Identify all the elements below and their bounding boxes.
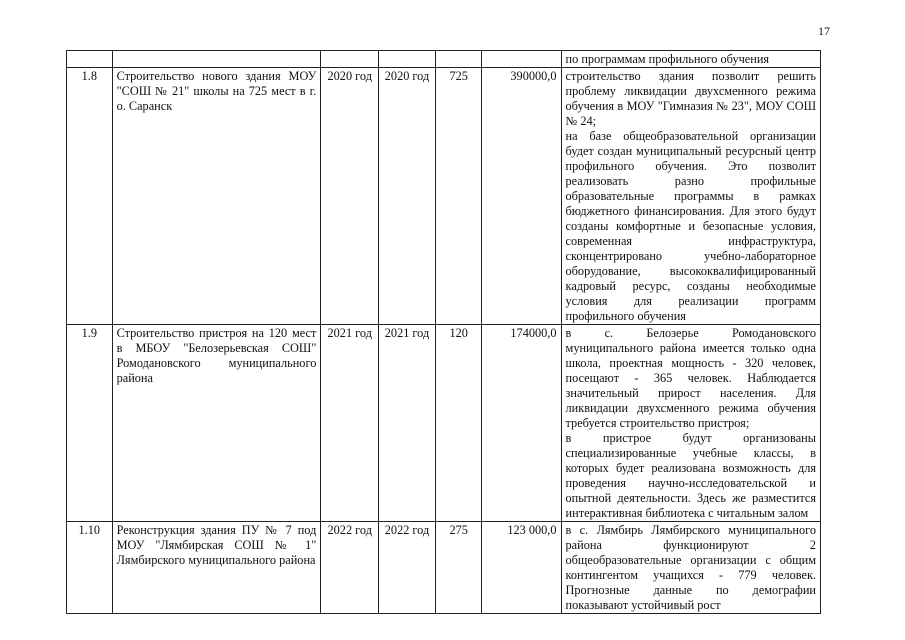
cell-name bbox=[112, 51, 321, 68]
cell-capacity bbox=[435, 51, 482, 68]
cell-sum bbox=[482, 51, 561, 68]
cell-sum: 174000,0 bbox=[482, 325, 561, 522]
cell-name: Строительство нового здания МОУ "СОШ № 21" школы на 725 мест в г. о. Саранск bbox=[112, 68, 321, 325]
table-row bbox=[67, 51, 821, 68]
cell-number bbox=[67, 51, 113, 68]
cell-capacity: 120 bbox=[435, 325, 482, 522]
description-paragraph: на базе общеобразовательной организации будет создан муниципальный ресурсный центр профильного обучения. Это позволит реализовать разно профильные образовательные программы в рамках бюджетного финансирования. Для этого будут созданы комфортные и безопасные условия, современная инфраструктура, сконцентрировано учебно-лабораторное оборудование, высококвалифицированный кадровый ресурс, созданы необходимые условия для реализации программ профильного обучения bbox=[565, 129, 816, 323]
table-row bbox=[67, 522, 821, 614]
description-paragraph: строительство здания позволит решить проблему ликвидации двухсменного режима обучения в МОУ "Гимназия № 23", МОУ СОШ № 24; bbox=[565, 69, 816, 128]
cell-start-year: 2020 год bbox=[321, 68, 379, 325]
description-text: по программам профильного обучения bbox=[565, 52, 770, 66]
cell-start-year bbox=[321, 51, 379, 68]
table-row bbox=[67, 68, 821, 325]
page-number: 17 bbox=[818, 24, 830, 38]
cell-description bbox=[561, 51, 820, 68]
description-paragraph: в с. Белозерье Ромодановского муниципального района имеется только одна школа, проектная мощность - 320 человек, посещают - 365 человек. Наблюдается значительный прирост населения. Для ликвидации двухсменного режима обучения требуется строительство пристроя; bbox=[565, 326, 816, 430]
cell-start-year: 2021 год bbox=[321, 325, 379, 522]
cell-number: 1.9 bbox=[67, 325, 113, 522]
cell-end-year: 2022 год bbox=[379, 522, 436, 614]
table-row bbox=[67, 325, 821, 522]
cell-sum: 123 000,0 bbox=[482, 522, 561, 614]
cell-name: Реконструкция здания ПУ № 7 под МОУ "Лямбирская СОШ № 1" Лямбирского муниципального района bbox=[112, 522, 321, 614]
cell-description bbox=[561, 325, 820, 522]
cell-capacity: 725 bbox=[435, 68, 482, 325]
cell-sum: 390000,0 bbox=[482, 68, 561, 325]
cell-description bbox=[561, 68, 820, 325]
cell-end-year: 2021 год bbox=[379, 325, 436, 522]
cell-capacity: 275 bbox=[435, 522, 482, 614]
cell-end-year: 2020 год bbox=[379, 68, 436, 325]
cell-end-year bbox=[379, 51, 436, 68]
cell-number: 1.8 bbox=[67, 68, 113, 325]
program-table bbox=[66, 50, 821, 614]
description-paragraph: в с. Лямбирь Лямбирского муниципального района функционируют 2 общеобразовательные организации с общим контингентом учащихся - 779 человек. Прогнозные данные по демографии показывают устойчивый рост bbox=[565, 523, 816, 612]
cell-name: Строительство пристроя на 120 мест в МБОУ "Белозерьевская СОШ" Ромодановского муниципального района bbox=[112, 325, 321, 522]
description-paragraph: в пристрое будут организованы специализированные учебные классы, в которых будет реализована возможность для проведения научно-исследовательской и опытной деятельности. Здесь же разместится интерактивная библиотека с читальным залом bbox=[565, 431, 816, 520]
cell-start-year: 2022 год bbox=[321, 522, 379, 614]
cell-number: 1.10 bbox=[67, 522, 113, 614]
cell-description bbox=[561, 522, 820, 614]
